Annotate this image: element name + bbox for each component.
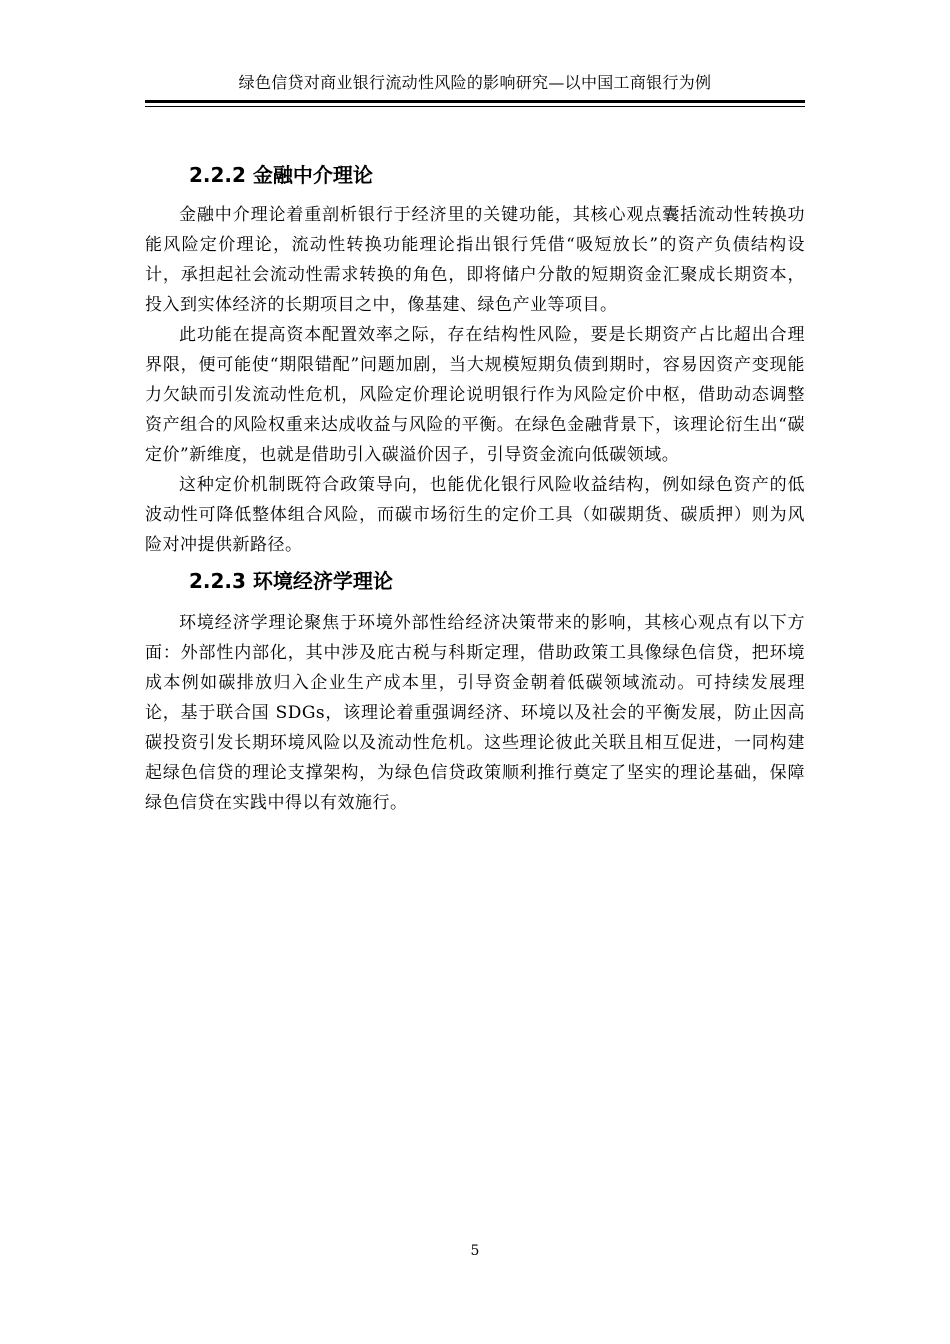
header-rule-thin (145, 106, 805, 107)
page-number: 5 (470, 1243, 480, 1259)
section-heading-environmental-economics: 2.2.3 环境经济学理论 (189, 569, 393, 593)
header-rule-thick (145, 100, 805, 103)
paragraph: 环境经济学理论聚焦于环境外部性给经济决策带来的影响，其核心观点有以下方面：外部性内部化，其中涉及庇古税与科斯定理，借助政策工具像绿色信贷，把环境成本例如碳排放归入企业生产成本里，引导资金朝着低碳领域流动。可持续发展理论，基于联合国 SDGs，该理论着重强调经济、环境以及社会的平衡发展，防止因高碳投资引发长期环境风险以及流动性危机。这些理论彼此关联且相互促进，一同构建起绿色信贷的理论支撑架构，为绿色信贷政策顺利推行奠定了坚实的理论基础，保障绿色信贷在实践中得以有效施行。 (145, 613, 805, 813)
running-header: 绿色信贷对商业银行流动性风险的影响研究—以中国工商银行为例 (238, 73, 712, 92)
page-body (145, 158, 805, 818)
section-heading-financial-intermediation: 2.2.2 金融中介理论 (189, 163, 373, 187)
paragraph: 金融中介理论着重剖析银行于经济里的关键功能，其核心观点囊括流动性转换功能风险定价理论，流动性转换功能理论指出银行凭借“吸短放长”的资产负债结构设计，承担起社会流动性需求转换的角色，即将储户分散的短期资金汇聚成长期资本，投入到实体经济的长期项目之中，像基建、绿色产业等项目。 (145, 205, 805, 315)
paragraph: 这种定价机制既符合政策导向，也能优化银行风险收益结构，例如绿色资产的低波动性可降低整体组合风险，而碳市场衍生的定价工具（如碳期货、碳质押）则为风险对冲提供新路径。 (145, 475, 805, 555)
paragraph: 此功能在提高资本配置效率之际，存在结构性风险，要是长期资产占比超出合理界限，便可能使“期限错配”问题加剧，当大规模短期负债到期时，容易因资产变现能力欠缺而引发流动性危机，风险定价理论说明银行作为风险定价中枢，借助动态调整资产组合的风险权重来达成收益与风险的平衡。在绿色金融背景下，该理论衍生出“碳定价”新维度，也就是借助引入碳溢价因子，引导资金流向低碳领域。 (145, 325, 805, 465)
